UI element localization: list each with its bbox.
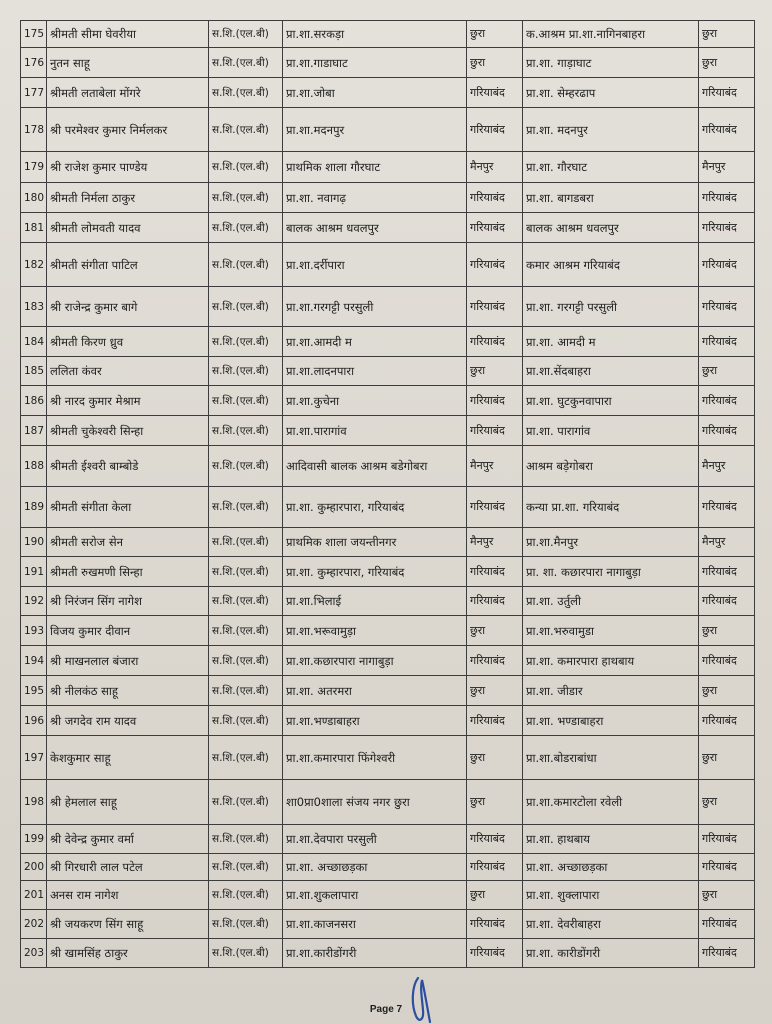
new-block-cell: छुरा [699,21,755,48]
new-block-cell: मैनपुर [699,152,755,183]
post-cell: स.शि.(एल.बी) [209,446,283,487]
new-block-cell: गरियाबंद [699,78,755,108]
serial-number-cell: 177 [21,78,47,108]
current-school-cell: प्रा.शा. कुम्हारपारा, गरियाबंद [283,487,467,528]
table-row [21,825,755,854]
table-row [21,386,755,416]
current-school-cell: प्रा.शा.मदनपुर [283,108,467,152]
post-cell: स.शि.(एल.बी) [209,557,283,587]
current-school-cell: प्रा.शा.कछारपारा नागाबुड़ा [283,646,467,676]
current-block-cell: छुरा [467,676,523,706]
post-cell: स.शि.(एल.बी) [209,706,283,736]
serial-number-cell: 194 [21,646,47,676]
new-school-cell: प्रा.शा. देवरीबाहरा [523,910,699,939]
new-block-cell: छुरा [699,676,755,706]
new-school-cell: आश्रम बड़ेगोबरा [523,446,699,487]
serial-number-cell: 182 [21,243,47,287]
serial-number-cell: 178 [21,108,47,152]
serial-number-cell: 175 [21,21,47,48]
new-block-cell: गरियाबंद [699,854,755,881]
new-school-cell: प्रा. शा. कछारपारा नागाबुड़ा [523,557,699,587]
current-school-cell: प्रा.शा.सरकड़ा [283,21,467,48]
teacher-name-cell: श्री राजेश कुमार पाण्डेय [47,152,209,183]
current-block-cell: गरियाबंद [467,108,523,152]
current-school-cell: प्रा.शा. अच्छाछड़का [283,854,467,881]
current-block-cell: गरियाबंद [467,910,523,939]
serial-number-cell: 199 [21,825,47,854]
current-school-cell: प्रा.शा.काजनसरा [283,910,467,939]
post-cell: स.शि.(एल.बी) [209,646,283,676]
current-block-cell: छुरा [467,21,523,48]
table-row [21,183,755,213]
teacher-name-cell: श्री जगदेव राम यादव [47,706,209,736]
new-school-cell: प्रा.शा. शुक्लापारा [523,881,699,910]
table-row [21,939,755,968]
serial-number-cell: 192 [21,587,47,616]
new-block-cell: गरियाबंद [699,910,755,939]
new-school-cell: प्रा.शा. घुटकुनवापारा [523,386,699,416]
new-school-cell: कन्या प्रा.शा. गरियाबंद [523,487,699,528]
post-cell: स.शि.(एल.बी) [209,416,283,446]
current-school-cell: शा0प्रा0शाला संजय नगर छुरा [283,780,467,825]
teacher-name-cell: श्रीमती ईश्वरी बाम्बोडे [47,446,209,487]
new-school-cell: क.आश्रम प्रा.शा.नागिनबाहरा [523,21,699,48]
serial-number-cell: 184 [21,327,47,357]
teacher-name-cell: अनस राम नागेश [47,881,209,910]
new-block-cell: छुरा [699,881,755,910]
current-school-cell: प्रा.शा.भिलाई [283,587,467,616]
current-school-cell: प्रा.शा.पारागांव [283,416,467,446]
teacher-name-cell: श्री परमेश्वर कुमार निर्मलकर [47,108,209,152]
current-block-cell: गरियाबंद [467,706,523,736]
new-school-cell: प्रा.शा.भरुवामुडा [523,616,699,646]
current-school-cell: प्रा.शा. कुम्हारपारा, गरियाबंद [283,557,467,587]
table-row [21,327,755,357]
serial-number-cell: 196 [21,706,47,736]
current-school-cell: बालक आश्रम धवलपुर [283,213,467,243]
current-block-cell: गरियाबंद [467,487,523,528]
post-cell: स.शि.(एल.बी) [209,825,283,854]
serial-number-cell: 200 [21,854,47,881]
post-cell: स.शि.(एल.बी) [209,939,283,968]
teacher-name-cell: श्रीमती निर्मला ठाकुर [47,183,209,213]
post-cell: स.शि.(एल.बी) [209,854,283,881]
new-block-cell: छुरा [699,616,755,646]
serial-number-cell: 183 [21,287,47,327]
new-school-cell: प्रा.शा. गौरघाट [523,152,699,183]
table-row [21,446,755,487]
serial-number-cell: 180 [21,183,47,213]
post-cell: स.शि.(एल.बी) [209,386,283,416]
new-block-cell: गरियाबंद [699,939,755,968]
table-row [21,287,755,327]
table-row [21,78,755,108]
teacher-name-cell: श्रीमती संगीता केला [47,487,209,528]
current-block-cell: गरियाबंद [467,386,523,416]
serial-number-cell: 191 [21,557,47,587]
new-block-cell: गरियाबंद [699,587,755,616]
post-cell: स.शि.(एल.बी) [209,78,283,108]
current-block-cell: छुरा [467,881,523,910]
teacher-name-cell: श्री राजेन्द्र कुमार बागे [47,287,209,327]
current-school-cell: प्रा.शा.आमदी म [283,327,467,357]
teacher-name-cell: श्रीमती सीमा घेवरीया [47,21,209,48]
post-cell: स.शि.(एल.बी) [209,21,283,48]
new-school-cell: प्रा.शा. जीडार [523,676,699,706]
page-number: Page 7 [369,1004,403,1015]
table-row [21,487,755,528]
new-school-cell: प्रा.शा. भण्डाबाहरा [523,706,699,736]
table-row [21,854,755,881]
new-school-cell: प्रा.शा. मदनपुर [523,108,699,152]
new-block-cell: छुरा [699,736,755,780]
table-row [21,108,755,152]
current-school-cell: प्रा.शा.कारीडोंगरी [283,939,467,968]
current-block-cell: गरियाबंद [467,646,523,676]
post-cell: स.शि.(एल.बी) [209,152,283,183]
new-block-cell: गरियाबंद [699,183,755,213]
new-school-cell: प्रा.शा. गाड़ाघाट [523,48,699,78]
teacher-name-cell: श्री माखनलाल बंजारा [47,646,209,676]
new-block-cell: छुरा [699,780,755,825]
teacher-name-cell: श्री नारद कुमार मेश्राम [47,386,209,416]
post-cell: स.शि.(एल.बी) [209,780,283,825]
table-row [21,881,755,910]
table-row [21,557,755,587]
current-block-cell: गरियाबंद [467,327,523,357]
post-cell: स.शि.(एल.बी) [209,587,283,616]
teacher-name-cell: श्री देवेन्द्र कुमार वर्मा [47,825,209,854]
table-row [21,676,755,706]
current-school-cell: प्रा.शा.शुकलापारा [283,881,467,910]
transfer-list-table [20,20,755,968]
serial-number-cell: 179 [21,152,47,183]
current-block-cell: गरियाबंद [467,587,523,616]
current-block-cell: गरियाबंद [467,78,523,108]
current-school-cell: आदिवासी बालक आश्रम बडेगोबरा [283,446,467,487]
table-body [21,21,755,968]
serial-number-cell: 203 [21,939,47,968]
post-cell: स.शि.(एल.बी) [209,243,283,287]
current-block-cell: गरियाबंद [467,183,523,213]
new-block-cell: मैनपुर [699,528,755,557]
new-block-cell: गरियाबंद [699,646,755,676]
new-block-cell: गरियाबंद [699,243,755,287]
current-school-cell: प्रा.शा.गरगट्टी परसुली [283,287,467,327]
post-cell: स.शि.(एल.बी) [209,616,283,646]
table-row [21,616,755,646]
current-block-cell: छुरा [467,357,523,386]
new-school-cell: प्रा.शा. अच्छाछड़का [523,854,699,881]
new-school-cell: प्रा.शा. सेम्हरढाप [523,78,699,108]
current-school-cell: प्रा.शा.भरूवामुड़ा [283,616,467,646]
post-cell: स.शि.(एल.बी) [209,736,283,780]
teacher-name-cell: श्रीमती किरण ध्रुव [47,327,209,357]
post-cell: स.शि.(एल.बी) [209,108,283,152]
current-block-cell: गरियाबंद [467,939,523,968]
table-row [21,243,755,287]
new-school-cell: प्रा.शा.मैनपुर [523,528,699,557]
teacher-name-cell: श्रीमती रुखमणी सिन्हा [47,557,209,587]
post-cell: स.शि.(एल.बी) [209,881,283,910]
new-school-cell: प्रा.शा. उर्तुली [523,587,699,616]
serial-number-cell: 193 [21,616,47,646]
teacher-name-cell: श्रीमती सरोज सेन [47,528,209,557]
current-block-cell: गरियाबंद [467,416,523,446]
table-row [21,587,755,616]
current-school-cell: प्रा.शा.लादनपारा [283,357,467,386]
teacher-name-cell: श्री जयकरण सिंग साहू [47,910,209,939]
serial-number-cell: 189 [21,487,47,528]
current-school-cell: प्रा.शा.देवपारा परसुली [283,825,467,854]
post-cell: स.शि.(एल.बी) [209,183,283,213]
table-row [21,152,755,183]
teacher-name-cell: श्रीमती लोमवती यादव [47,213,209,243]
teacher-name-cell: श्रीमती संगीता पाटिल [47,243,209,287]
new-school-cell: प्रा.शा. हाथबाय [523,825,699,854]
table-row [21,416,755,446]
post-cell: स.शि.(एल.बी) [209,48,283,78]
new-school-cell: प्रा.शा. पारागांव [523,416,699,446]
new-block-cell: गरियाबंद [699,416,755,446]
teacher-name-cell: श्री नीलकंठ साहू [47,676,209,706]
current-school-cell: प्रा.शा. अतरमरा [283,676,467,706]
table-row [21,736,755,780]
current-block-cell: मैनपुर [467,528,523,557]
teacher-name-cell: श्री हेमलाल साहू [47,780,209,825]
post-cell: स.शि.(एल.बी) [209,910,283,939]
current-school-cell: प्राथमिक शाला जयन्तीनगर [283,528,467,557]
new-block-cell: गरियाबंद [699,327,755,357]
current-school-cell: प्राथमिक शाला गौरघाट [283,152,467,183]
post-cell: स.शि.(एल.बी) [209,676,283,706]
serial-number-cell: 201 [21,881,47,910]
current-block-cell: छुरा [467,780,523,825]
current-block-cell: छुरा [467,48,523,78]
new-school-cell: प्रा.शा.बोडराबांधा [523,736,699,780]
new-school-cell: प्रा.शा.कमारटोला रवेली [523,780,699,825]
current-school-cell: प्रा.शा.दर्रीपारा [283,243,467,287]
teacher-name-cell: श्री खामसिंह ठाकुर [47,939,209,968]
new-block-cell: छुरा [699,48,755,78]
new-school-cell: प्रा.शा. कारीडोंगरी [523,939,699,968]
serial-number-cell: 176 [21,48,47,78]
new-block-cell: गरियाबंद [699,825,755,854]
new-block-cell: गरियाबंद [699,386,755,416]
new-block-cell: गरियाबंद [699,213,755,243]
new-school-cell: प्रा.शा.सेंदबाहरा [523,357,699,386]
new-block-cell: गरियाबंद [699,706,755,736]
table-row [21,48,755,78]
post-cell: स.शि.(एल.बी) [209,213,283,243]
current-block-cell: गरियाबंद [467,213,523,243]
new-block-cell: गरियाबंद [699,287,755,327]
serial-number-cell: 188 [21,446,47,487]
table-row [21,706,755,736]
serial-number-cell: 198 [21,780,47,825]
current-school-cell: प्रा.शा.गाडाघाट [283,48,467,78]
current-school-cell: प्रा.शा.कमारपारा फिंगेश्वरी [283,736,467,780]
teacher-name-cell: श्री गिरधारी लाल पटेल [47,854,209,881]
serial-number-cell: 195 [21,676,47,706]
current-block-cell: गरियाबंद [467,825,523,854]
current-school-cell: प्रा.शा.जोबा [283,78,467,108]
serial-number-cell: 185 [21,357,47,386]
current-block-cell: गरियाबंद [467,243,523,287]
teacher-name-cell: श्रीमती चुकेश्वरी सिन्हा [47,416,209,446]
post-cell: स.शि.(एल.बी) [209,528,283,557]
serial-number-cell: 197 [21,736,47,780]
new-block-cell: गरियाबंद [699,557,755,587]
current-block-cell: छुरा [467,736,523,780]
table-row [21,910,755,939]
table-row [21,213,755,243]
new-school-cell: प्रा.शा. बागडबरा [523,183,699,213]
table-row [21,646,755,676]
current-block-cell: गरियाबंद [467,557,523,587]
current-block-cell: गरियाबंद [467,287,523,327]
new-school-cell: प्रा.शा. आमदी म [523,327,699,357]
new-school-cell: प्रा.शा. गरगट्टी परसुली [523,287,699,327]
current-school-cell: प्रा.शा.कुचेना [283,386,467,416]
new-school-cell: कमार आश्रम गरियाबंद [523,243,699,287]
new-block-cell: छुरा [699,357,755,386]
teacher-name-cell: केशकुमार साहू [47,736,209,780]
post-cell: स.शि.(एल.बी) [209,327,283,357]
table-row [21,780,755,825]
serial-number-cell: 187 [21,416,47,446]
teacher-name-cell: ललिता कंवर [47,357,209,386]
new-block-cell: मैनपुर [699,446,755,487]
current-school-cell: प्रा.शा. नवागढ़ [283,183,467,213]
table-row [21,528,755,557]
current-block-cell: गरियाबंद [467,854,523,881]
teacher-name-cell: श्रीमती लताबेला मोंगरे [47,78,209,108]
serial-number-cell: 181 [21,213,47,243]
serial-number-cell: 186 [21,386,47,416]
teacher-name-cell: नुतन साहू [47,48,209,78]
new-school-cell: प्रा.शा. कमारपारा हाथबाय [523,646,699,676]
post-cell: स.शि.(एल.बी) [209,287,283,327]
new-block-cell: गरियाबंद [699,108,755,152]
teacher-name-cell: श्री निरंजन सिंग नागेश [47,587,209,616]
serial-number-cell: 190 [21,528,47,557]
post-cell: स.शि.(एल.बी) [209,487,283,528]
current-block-cell: मैनपुर [467,446,523,487]
signature-stroke-icon [408,976,434,1024]
new-block-cell: गरियाबंद [699,487,755,528]
table-row [21,21,755,48]
current-school-cell: प्रा.शा.भण्डाबाहरा [283,706,467,736]
post-cell: स.शि.(एल.बी) [209,357,283,386]
current-block-cell: मैनपुर [467,152,523,183]
teacher-name-cell: विजय कुमार दीवान [47,616,209,646]
new-school-cell: बालक आश्रम धवलपुर [523,213,699,243]
serial-number-cell: 202 [21,910,47,939]
current-block-cell: छुरा [467,616,523,646]
table-row [21,357,755,386]
